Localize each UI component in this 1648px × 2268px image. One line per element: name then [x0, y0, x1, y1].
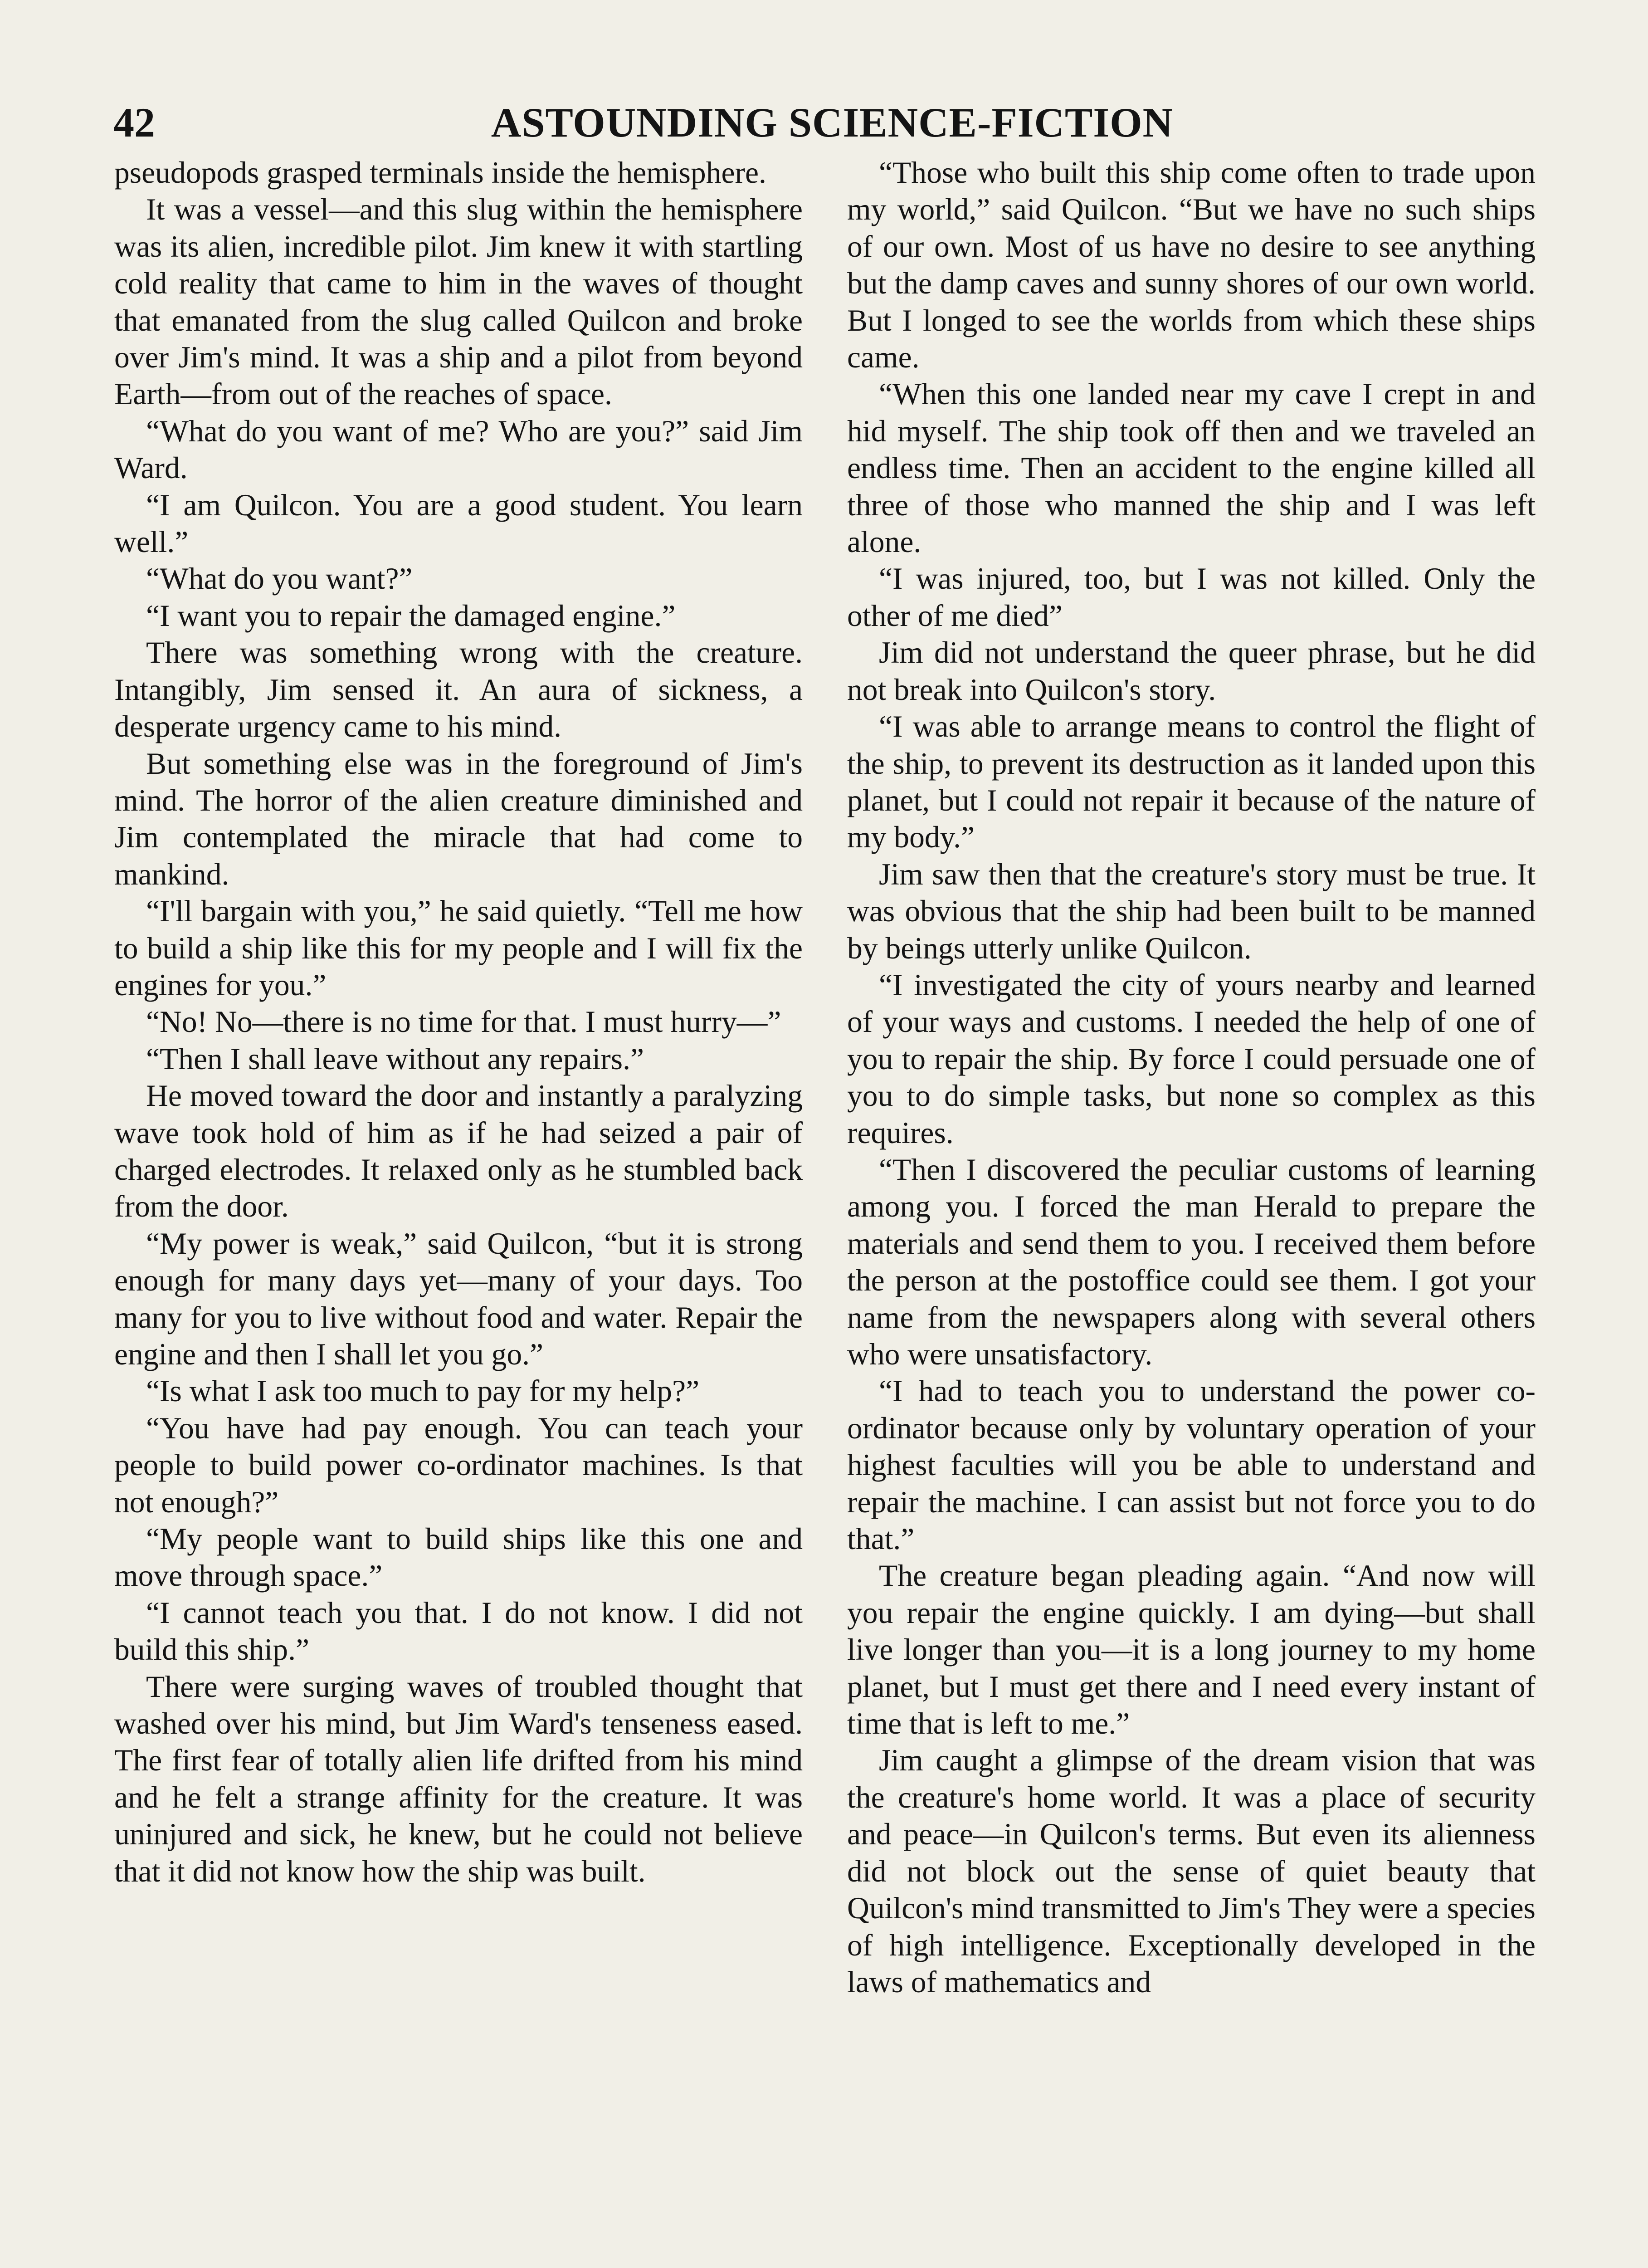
paragraph: “What do you want of me? Who are you?” said Jim Ward. — [114, 414, 803, 485]
paragraph: There were surging waves of troubled thought that washed over his mind, but Jim Ward's tenseness eased. The first fear of totally alien life drifted from his mind and he felt a strange affinity for the creature. It was uninjured and sick, he knew, but he could not believe that it did not know how the ship was built. — [114, 1669, 803, 1888]
paragraph: “When this one landed near my cave I crept in and hid myself. The ship took off then and we traveled an endless time. Then an accident to the engine killed all three of those who manned the ship and I was left alone. — [847, 377, 1536, 559]
paragraph: “Is what I ask too much to pay for my help?” — [146, 1374, 700, 1408]
paragraph: “Those who built this ship come often to trade upon my world,” said Quilcon. “But we have no such ships of our own. Most of us have no desire to see anything but the damp caves and sunny shores of our own world. But I longed to see the worlds from which these ships came. — [847, 156, 1536, 375]
paragraph: “What do you want?” — [146, 562, 413, 596]
left-column — [114, 154, 803, 1890]
page-number: 42 — [113, 99, 155, 146]
paragraph: “I investigated the city of yours nearby and learned of your ways and customs. I needed the help of one of you to repair the ship. By force I could persuade one of you to do simple tasks, but none so complex as this requires. — [847, 968, 1536, 1150]
paragraph: “I was injured, too, but I was not killed. Only the other of me died” — [847, 562, 1536, 633]
paragraph: “My power is weak,” said Quilcon, “but it is strong enough for many days yet—many of your days. Too many for you to live without food and water. Repair the engine and then I shall let you go.” — [114, 1226, 803, 1371]
paragraph: Jim caught a glimpse of the dream vision that was the creature's home world. It was a place of security and peace—in Quilcon's terms. But even its alienness did not block out the sense of quiet beauty that Quilcon's mind transmitted to Jim's They were a species of high intelligence. Exceptionally developed in the laws of mathematics and — [847, 1743, 1536, 1999]
page-header — [113, 88, 1551, 156]
paragraph: “I was able to arrange means to control the flight of the ship, to prevent its destruction as it landed upon this planet, but I could not repair it because of the nature of my body.” — [847, 709, 1536, 855]
paragraph: The creature began pleading again. “And now will you repair the engine quickly. I am dying—but shall live longer than you—it is a long journey to my home planet, but I must get there and I need every instant of time that is left to me.” — [847, 1559, 1536, 1741]
paragraph: But something else was in the foreground of Jim's mind. The horror of the alien creature diminished and Jim contemplated the miracle that had come to mankind. — [114, 746, 803, 891]
paragraph: “I cannot teach you that. I do not know. I did not build this ship.” — [114, 1595, 803, 1667]
paragraph: “I want you to repair the damaged engine.” — [146, 598, 676, 633]
paragraph: There was something wrong with the creature. Intangibly, Jim sensed it. An aura of sickness, a desperate urgency came to his mind. — [114, 635, 803, 744]
running-title: ASTOUNDING SCIENCE-FICTION — [491, 99, 1174, 146]
paragraph: Jim did not understand the queer phrase, but he did not break into Quilcon's story. — [847, 635, 1536, 707]
paragraph: “My people want to build ships like this one and move through space.” — [114, 1522, 803, 1593]
paragraph: “Then I shall leave without any repairs.” — [146, 1041, 644, 1076]
paragraph: pseudopods grasped terminals inside the hemisphere. — [114, 156, 766, 190]
paragraph: “I'll bargain with you,” he said quietly. “Tell me how to build a ship like this for my people and I will fix the engines for you.” — [114, 894, 803, 1002]
paragraph: “Then I discovered the peculiar customs of learning among you. I forced the man Herald to prepare the materials and send them to you. I received them before the person at the postoffice could see them. I got your name from the newspapers along with several others who were unsatisfactory. — [847, 1152, 1536, 1371]
paragraph: Jim saw then that the creature's story must be true. It was obvious that the ship had been built to be manned by beings utterly unlike Quilcon. — [847, 857, 1536, 965]
paragraph: “I had to teach you to understand the power co-ordinator because only by voluntary operation of your highest faculties will you be able to understand and repair the machine. I can assist but not force you to do that.” — [847, 1374, 1536, 1556]
paragraph: “No! No—there is no time for that. I must hurry—” — [146, 1005, 781, 1039]
paragraph: It was a vessel—and this slug within the hemisphere was its alien, incredible pilot. Jim knew it with startling cold reality that came to him in the waves of thought that emanated from the slug called Quilcon and broke over Jim's mind. It was a ship and a pilot from beyond Earth—from out of the reaches of space. — [114, 192, 803, 411]
right-column — [847, 154, 1536, 2000]
paragraph: He moved toward the door and instantly a paralyzing wave took hold of him as if he had seized a pair of charged electrodes. It relaxed only as he stumbled back from the door. — [114, 1079, 803, 1224]
paragraph: “I am Quilcon. You are a good student. You learn well.” — [114, 488, 803, 559]
paragraph: “You have had pay enough. You can teach your people to build power co-ordinator machines. Is that not enough?” — [114, 1411, 803, 1519]
